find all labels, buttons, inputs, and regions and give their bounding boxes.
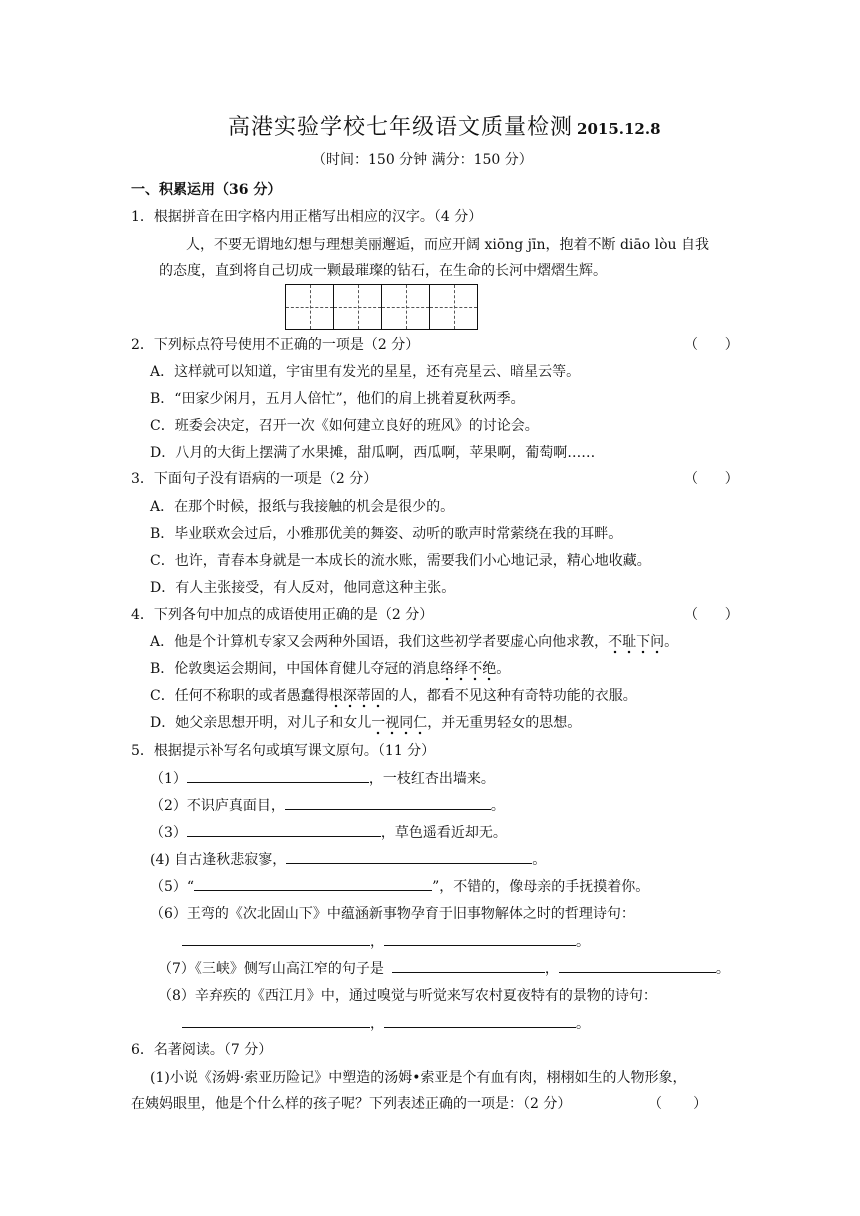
option-text: 。 — [664, 634, 679, 650]
answer-blank[interactable] — [187, 768, 369, 783]
tianzige-cell[interactable] — [285, 284, 334, 330]
option-b: B．毕业联欢会过后，小雅那优美的舞姿、动听的歌声时常萦绕在我的耳畔。 — [150, 526, 623, 542]
punct: ， — [370, 934, 384, 950]
tianzige-grid[interactable] — [285, 284, 481, 330]
option-c: C．也许，青春本身就是一本成长的流水账，需要我们小心地记录，精心地收藏。 — [150, 553, 651, 569]
answer-bracket[interactable]: （ ） — [684, 337, 739, 353]
item-text: ，一枝红杏出墙来。 — [368, 771, 495, 787]
option-c — [150, 686, 637, 706]
option-text: A．他是个计算机专家又会两种外国语，我们这些初学者要虚心向他求教， — [150, 634, 609, 650]
punct: 。 — [576, 934, 590, 950]
exam-subtitle: （时间：150 分钟 满分：150 分） — [312, 152, 533, 168]
punct: ， — [370, 1016, 384, 1032]
option-text: 的人，都看不见这种有奇特功能的衣服。 — [384, 688, 637, 704]
question-3-stem: 3．下面句子没有语病的一项是（2 分） — [131, 471, 378, 487]
dotted-idiom: 络绎不绝 — [440, 661, 496, 682]
answer-blank[interactable] — [285, 795, 491, 810]
item-text: ”，不错的，像母亲的手抚摸着你。 — [432, 879, 650, 895]
question-1-passage-line2: 的态度，直到将自己切成一颗最璀璨的钻石，在生命的长河中熠熠生辉。 — [159, 263, 607, 279]
item-text: （5）“ — [150, 879, 195, 895]
option-b — [150, 659, 510, 679]
exam-date: 2015.12.8 — [577, 120, 661, 138]
option-b: B．“田家少闲月，五月人倍忙”，他们的肩上挑着夏秋两季。 — [150, 391, 525, 407]
option-d: D．有人主张接受，有人反对，他同意这种主张。 — [150, 580, 456, 596]
item-text: （2）不识庐真面目， — [150, 798, 285, 814]
option-a: A．这样就可以知道，宇宙里有发光的星星，还有亮星云、暗星云等。 — [150, 364, 581, 380]
question-1-passage-line1: 人，不要无谓地幻想与理想美丽邂逅，而应开阔 xiōng jīn，抱着不断 diāo lòu 自我 — [186, 237, 710, 253]
dotted-idiom: 不耻下问 — [608, 634, 664, 655]
answer-blank[interactable] — [559, 958, 716, 973]
punct: 。 — [715, 961, 730, 977]
option-text: B．伦敦奥运会期间，中国体育健儿夺冠的消息 — [150, 661, 441, 677]
item-text: 。 — [532, 852, 547, 868]
fill-item-4 — [150, 849, 546, 870]
exam-title: 高港实验学校七年级语文质量检测 — [228, 115, 574, 140]
question-6-stem: 6．名著阅读。（7 分） — [131, 1042, 273, 1058]
item-text: （7）《三峡》侧写山高江窄的句子是 — [158, 961, 384, 977]
question-2-stem: 2．下列标点符号使用不正确的一项是（2 分） — [131, 337, 420, 353]
item-text: ，草色遥看近却无。 — [380, 825, 507, 841]
answer-blank[interactable] — [187, 822, 381, 837]
item-number: （3） — [150, 825, 187, 841]
option-c: C．班委会决定，召开一次《如何建立良好的班风》的讨论会。 — [150, 418, 539, 434]
option-text: ，并无重男轻女的思想。 — [427, 715, 582, 731]
dotted-idiom: 根深蒂固 — [329, 688, 385, 709]
answer-blank[interactable] — [286, 849, 532, 864]
punct: ， — [544, 961, 559, 977]
answer-blank[interactable] — [384, 1013, 576, 1028]
option-d — [150, 713, 581, 733]
answer-bracket[interactable]: （ ） — [684, 471, 739, 487]
answer-bracket[interactable]: （ ） — [684, 607, 739, 623]
dotted-idiom: 一视同仁 — [371, 715, 427, 736]
answer-blank[interactable] — [392, 958, 545, 973]
option-d: D．八月的大街上摆满了水果摊，甜瓜啊，西瓜啊，苹果啊，葡萄啊…… — [150, 445, 596, 461]
answer-blank[interactable] — [182, 931, 370, 946]
fill-item-7 — [158, 958, 730, 979]
punct: 。 — [576, 1016, 590, 1032]
fill-item-1 — [150, 768, 495, 789]
option-text: D．她父亲思想开明，对儿子和女儿 — [150, 715, 372, 731]
question-6-line1: (1)小说《汤姆·索亚历险记》中塑造的汤姆•索亚是个有血有肉，栩栩如生的人物形象， — [150, 1070, 687, 1086]
question-1-stem: 1．根据拼音在田字格内用正楷写出相应的汉字。（4 分） — [131, 209, 483, 225]
fill-item-6-answer — [182, 931, 590, 952]
tianzige-cell[interactable] — [429, 284, 478, 330]
question-6-line2: 在姨妈眼里，他是个什么样的孩子呢？下列表述正确的一项是：（2 分） — [131, 1096, 572, 1112]
item-text: (4) 自古逢秋悲寂寥， — [150, 852, 287, 868]
page-title — [228, 113, 661, 144]
option-text: 。 — [496, 661, 511, 677]
fill-item-2 — [150, 795, 505, 816]
fill-item-3 — [150, 822, 507, 843]
tianzige-cell[interactable] — [333, 284, 382, 330]
answer-bracket[interactable]: （ ） — [648, 1096, 708, 1112]
item-text: 。 — [490, 798, 505, 814]
fill-item-6: （6）王弯的《次北固山下》中蕴涵新事物孕育于旧事物解体之时的哲理诗句： — [150, 906, 635, 922]
fill-item-5 — [150, 876, 649, 897]
fill-item-8: （8）辛弃疾的《西江月》中，通过嗅觉与听觉来写农村夏夜特有的景物的诗句： — [158, 988, 657, 1004]
answer-blank[interactable] — [384, 931, 576, 946]
question-4-stem: 4．下列各句中加点的成语使用正确的是（2 分） — [131, 607, 434, 623]
option-text: C．任何不称职的或者愚蠢得 — [150, 688, 329, 704]
answer-blank[interactable] — [182, 1013, 370, 1028]
fill-item-8-answer — [182, 1013, 590, 1034]
tianzige-cell[interactable] — [381, 284, 430, 330]
question-5-stem: 5．根据提示补写名句或填写课文原句。（11 分） — [131, 743, 436, 759]
answer-blank[interactable] — [194, 876, 432, 891]
item-number: （1） — [150, 771, 187, 787]
option-a: A．在那个时候，报纸与我接触的机会是很少的。 — [150, 499, 455, 515]
section-heading: 一、积累运用（36 分） — [131, 182, 282, 198]
option-a — [150, 632, 678, 652]
